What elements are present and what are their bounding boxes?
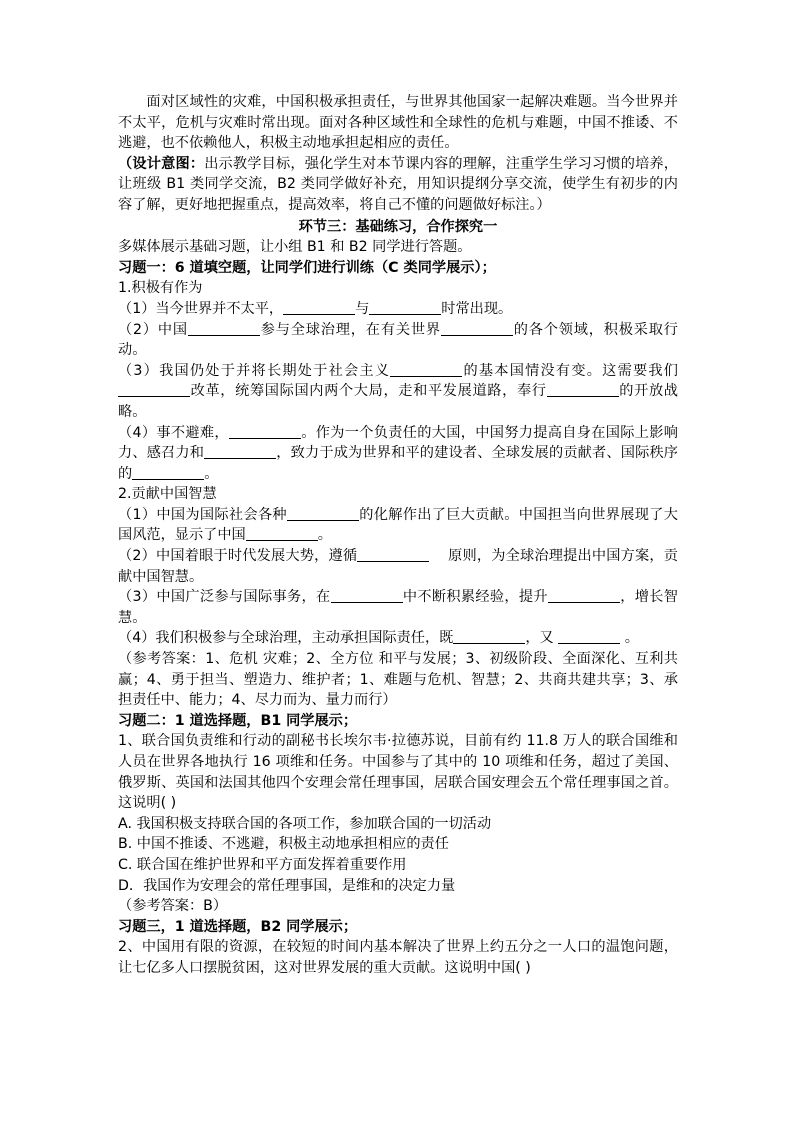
design-intent-label: （设计意图：	[118, 155, 205, 172]
option-a[interactable]: A. 我国积极支持联合国的各项工作，参加联合国的一切活动	[118, 815, 492, 832]
answer-blank[interactable]	[283, 300, 355, 315]
answer-blank[interactable]	[204, 444, 276, 459]
exercise3-stem: 2、中国用有限的资源，在较短的时间内基本解决了世界上约五分之一人口的温饱问题，让七亿多人口摆脱贫困，这对世界发展的重大贡献。这说明中国( )	[118, 939, 678, 976]
section-description: 多媒体展示基础习题，让小组 B1 和 B2 同学进行答题。	[118, 239, 472, 256]
answer-blank[interactable]	[132, 465, 204, 480]
answer-blank[interactable]	[188, 321, 260, 336]
answer-blank[interactable]	[287, 506, 359, 521]
design-intent	[118, 154, 678, 216]
fill-question-7: （3）中国广泛参与国际事务，在 中不断积累经验，提升 ，增长智慧。	[118, 589, 678, 626]
exercise1-heading-1: 1.积极有作为	[118, 280, 203, 297]
design-intent-text: 出示教学目标，强化学生对本节课内容的理解，注重学生学习习惯的培养，让班级 B1 类同学交流，B2 类同学做好补充，用知识提纲分享交流，使学生有初步的内容了解，更好地把握重点，提高效率，将自己不懂的问题做好标注。）	[118, 155, 678, 213]
exercise2-stem: 1、联合国负责维和行动的副秘书长埃尔韦·拉德苏说，目前有约 11.8 万人的联合国维和人员在世界各地执行 16 项维和任务。中国参与了其中的 10 项维和任务，超过了美国、俄罗斯、英国和法国其他四个安理会常任理事国，居联合国安理会五个常任理事国之首。这说明( )	[118, 733, 678, 812]
answer-blank[interactable]	[331, 588, 403, 603]
option-b[interactable]: B. 中国不推诿、不逃避，积极主动地承担相应的责任	[118, 836, 449, 853]
answer-blank[interactable]	[390, 362, 462, 377]
exercise1-answer: （参考答案：1、危机 灾难；2、全方位 和平与发展；3、初级阶段、全面深化、互利共赢；4、勇于担当、塑造力、维护者；1、难题与危机、智慧；2、共商共建共享；3、承担责任中、能力；4、尽力而为、量力而行）	[118, 651, 678, 709]
fill-question-4: （4）事不避难， 。作为一个负责任的大国，中国努力提高自身在国际上影响力、感召力和 ，致力于成为世界和平的建设者、全球发展的贡献者、国际秩序的 。	[118, 424, 678, 482]
section-title: 环节三：基础练习，合作探究一	[298, 218, 498, 235]
answer-blank[interactable]	[558, 629, 620, 644]
fill-question-1: （1）当今世界并不太平， 与 时常出现。	[118, 300, 513, 317]
answer-blank[interactable]	[453, 629, 525, 644]
intro-paragraph: 面对区域性的灾难，中国积极承担责任，与世界其他国家一起解决难题。当今世界并不太平，危机与灾难时常出现。面对各种区域性和全球性的危机与难题，中国不推诿、不逃避，也不依赖他人，积极主动地承担起相应的责任。	[118, 94, 678, 152]
answer-blank[interactable]	[118, 382, 190, 397]
answer-blank[interactable]	[547, 382, 619, 397]
fill-question-8: （4）我们积极参与全球治理，主动承担国际责任，既 ，又 。	[118, 630, 639, 647]
exercise2-title: 习题二：1 道选择题，B1 同学展示；	[118, 712, 358, 729]
exercise3-title: 习题三，1 道选择题，B2 同学展示；	[118, 918, 358, 935]
fill-question-5: （1）中国为国际社会各种 的化解作出了巨大贡献。中国担当向世界展现了大国风范，显示了中国 。	[118, 506, 678, 544]
exercise1-heading-2: 2.贡献中国智慧	[118, 486, 217, 503]
answer-blank[interactable]	[246, 526, 318, 541]
exercise2-answer: （参考答案：B）	[118, 898, 228, 915]
fill-question-2: （2）中国 参与全球治理，在有关世界 的各个领域，积极采取行动。	[118, 321, 678, 359]
answer-blank[interactable]	[548, 588, 620, 603]
fill-question-6: （2）中国着眼于时代发展大势，遵循 原则，为全球治理提出中国方案，贡献中国智慧。	[118, 548, 678, 585]
exercise1-title: 习题一：6 道填空题，让同学们进行训练（C 类同学展示）；	[118, 259, 496, 276]
answer-blank[interactable]	[357, 547, 429, 562]
answer-blank[interactable]	[369, 300, 441, 315]
option-d[interactable]: D．我国作为安理会的常任理事国，是维和的决定力量	[118, 877, 456, 894]
answer-blank[interactable]	[229, 424, 301, 439]
answer-blank[interactable]	[441, 321, 513, 336]
document-page	[118, 92, 678, 979]
fill-question-3: （3）我国仍处于并将长期处于社会主义 的基本国情没有变。这需要我们改革，统筹国际国内两个大局，走和平发展道路，奉行 的开放战略。	[118, 362, 678, 420]
option-c[interactable]: C. 联合国在维护世界和平方面发挥着重要作用	[118, 856, 407, 873]
